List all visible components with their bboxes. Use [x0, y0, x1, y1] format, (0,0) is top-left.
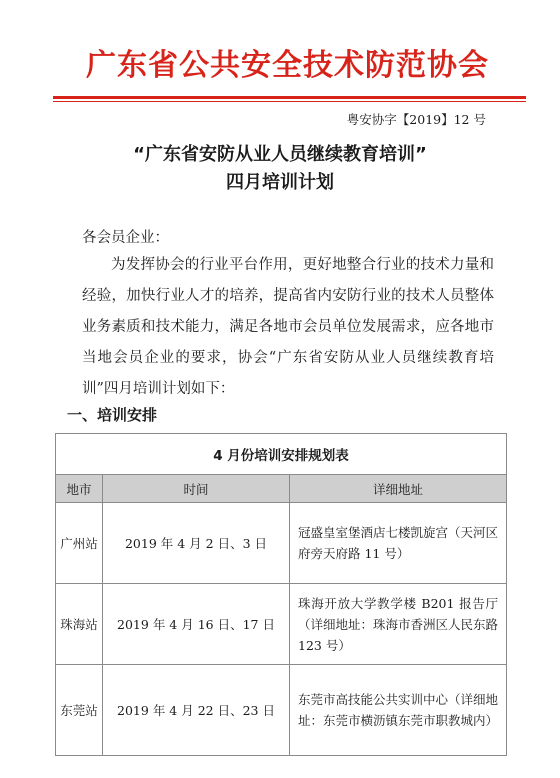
- document-title-line-1: “广东省安防从业人员继续教育培训”: [133, 144, 427, 165]
- document-title-line-2: 四月培训计划: [226, 172, 334, 193]
- table-row: [56, 503, 507, 584]
- row-city: 珠海站: [56, 584, 103, 665]
- row-date: 2019 年 4 月 2 日、3 日: [103, 503, 290, 584]
- table-row: [56, 584, 507, 665]
- header-city: 地市: [56, 475, 103, 503]
- table-caption: 4 月份培训安排规划表: [56, 434, 507, 475]
- training-schedule-table: [55, 433, 507, 756]
- header-address: 详细地址: [290, 475, 507, 503]
- row-address: 珠海开放大学教学楼 B201 报告厅（详细地址：珠海市香洲区人民东路 123 号）: [290, 584, 507, 665]
- table-row: [56, 665, 507, 756]
- salutation: 各会员企业：: [82, 230, 169, 246]
- body-paragraph: 为发挥协会的行业平台作用，更好地整合行业的技术力量和经验，加快行业人才的培养，提高省内安防行业的技术人员整体业务素质和技术能力，满足各地市会员单位发展需求，应各地市当地会员企业的要求，协会“广东省安防从业人员继续教育培训”四月培训计划如下：: [82, 257, 494, 397]
- letterhead-red-rule: [53, 96, 526, 99]
- section-heading: 一、培训安排: [67, 406, 158, 424]
- row-city: 广州站: [56, 503, 103, 584]
- document-number: 粤安协字【2019】12 号: [346, 112, 486, 127]
- letterhead-red-rule-thin: [53, 101, 526, 102]
- table-caption-row: [56, 434, 507, 475]
- row-address: 东莞市高技能公共实训中心（详细地址：东莞市横沥镇东莞市职教城内）: [290, 665, 507, 756]
- row-date: 2019 年 4 月 16 日、17 日: [103, 584, 290, 665]
- letterhead-title: 广东省公共安全技术防范协会: [86, 48, 489, 83]
- row-date: 2019 年 4 月 22 日、23 日: [103, 665, 290, 756]
- header-date: 时间: [103, 475, 290, 503]
- row-city: 东莞站: [56, 665, 103, 756]
- row-address: 冠盛皇室堡酒店七楼凯旋宫（天河区府旁天府路 11 号）: [290, 503, 507, 584]
- table-header-row: [56, 475, 507, 503]
